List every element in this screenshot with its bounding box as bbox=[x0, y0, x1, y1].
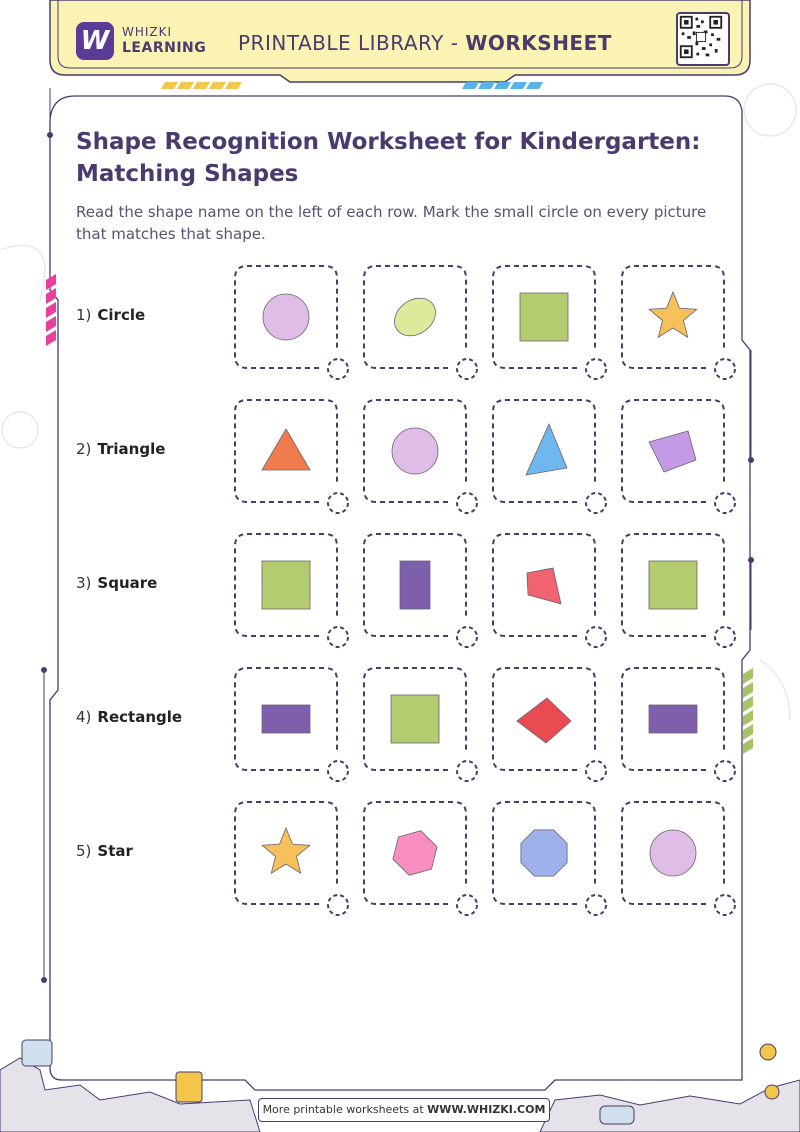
shape-card bbox=[364, 534, 466, 636]
shape-ellipse-icon bbox=[387, 290, 443, 343]
row-label-triangle bbox=[76, 440, 165, 458]
library-title-prefix: PRINTABLE LIBRARY - bbox=[238, 31, 466, 55]
shape-card bbox=[235, 534, 337, 636]
row-label-star bbox=[76, 842, 133, 860]
shape-quad-icon bbox=[649, 431, 696, 472]
shape-quad-small-icon bbox=[527, 568, 561, 604]
row-shape-name: Rectangle bbox=[97, 708, 183, 726]
answer-mark-circle[interactable] bbox=[328, 761, 348, 781]
shape-rhombus-icon bbox=[517, 698, 571, 743]
library-title bbox=[238, 31, 612, 55]
answer-mark-circle[interactable] bbox=[457, 359, 477, 379]
shape-card bbox=[493, 802, 595, 904]
shape-square-icon bbox=[391, 695, 439, 743]
row-number: 1) bbox=[76, 306, 92, 324]
answer-mark-circle[interactable] bbox=[457, 761, 477, 781]
qr-code bbox=[676, 12, 730, 66]
shape-card bbox=[235, 400, 337, 502]
shape-hexagon-icon bbox=[393, 831, 437, 876]
answer-mark-circle[interactable] bbox=[328, 493, 348, 513]
row-label-rectangle bbox=[76, 708, 182, 726]
row-shape-name: Square bbox=[97, 574, 158, 592]
shape-card bbox=[364, 668, 466, 770]
shape-card bbox=[235, 802, 337, 904]
shape-octagon-icon bbox=[521, 830, 567, 876]
brand-name-line2: LEARNING bbox=[122, 40, 207, 56]
row-shape-name: Star bbox=[97, 842, 133, 860]
answer-mark-circle[interactable] bbox=[586, 493, 606, 513]
row-shape-name: Circle bbox=[97, 306, 146, 324]
page-header bbox=[62, 0, 740, 76]
footer-banner bbox=[258, 1098, 550, 1122]
row-number: 3) bbox=[76, 574, 92, 592]
answer-mark-circle[interactable] bbox=[328, 895, 348, 915]
shape-triangle-tilted-icon bbox=[526, 424, 567, 475]
answer-mark-circle[interactable] bbox=[586, 627, 606, 647]
qr-code-pattern bbox=[678, 14, 724, 60]
shape-circle-icon bbox=[392, 428, 438, 474]
footer-text: More printable worksheets at bbox=[262, 1103, 428, 1116]
row-label-square bbox=[76, 574, 157, 592]
answer-mark-circle[interactable] bbox=[457, 493, 477, 513]
shape-card bbox=[622, 534, 724, 636]
worksheet-instructions: Read the shape name on the left of each row. Mark the small circle on every picture that matches that shape. bbox=[76, 203, 707, 243]
footer-url[interactable]: WWW.WHIZKI.COM bbox=[427, 1103, 546, 1116]
answer-mark-circle[interactable] bbox=[715, 359, 735, 379]
shape-circle-icon bbox=[650, 830, 696, 876]
answer-mark-circle[interactable] bbox=[715, 627, 735, 647]
shape-card bbox=[364, 802, 466, 904]
shape-square-icon bbox=[520, 293, 568, 341]
answer-mark-circle[interactable] bbox=[457, 627, 477, 647]
answer-mark-circle[interactable] bbox=[457, 895, 477, 915]
shape-triangle-icon bbox=[262, 429, 310, 470]
shape-card bbox=[493, 400, 595, 502]
answer-mark-circle[interactable] bbox=[715, 761, 735, 781]
row-number: 4) bbox=[76, 708, 92, 726]
shape-card bbox=[235, 266, 337, 368]
shape-star-icon bbox=[262, 828, 310, 873]
shape-card bbox=[622, 802, 724, 904]
shape-rect-wide-icon bbox=[649, 705, 697, 733]
shape-card bbox=[493, 668, 595, 770]
worksheet-title: Shape Recognition Worksheet for Kindergarten: Matching Shapes bbox=[76, 129, 701, 187]
shape-circle-icon bbox=[263, 294, 309, 340]
whizki-logo: W bbox=[76, 22, 114, 60]
shape-card bbox=[493, 266, 595, 368]
answer-mark-circle[interactable] bbox=[715, 493, 735, 513]
shape-square-icon bbox=[262, 561, 310, 609]
shape-star-icon bbox=[649, 292, 697, 337]
shape-card bbox=[235, 668, 337, 770]
shape-card bbox=[622, 266, 724, 368]
row-label-circle bbox=[76, 306, 145, 324]
answer-mark-circle[interactable] bbox=[586, 359, 606, 379]
answer-mark-circle[interactable] bbox=[586, 761, 606, 781]
row-shape-name: Triangle bbox=[97, 440, 166, 458]
shape-rect-tall-icon bbox=[400, 561, 430, 609]
shape-square-icon bbox=[649, 561, 697, 609]
brand-name-line1: WHIZKI bbox=[122, 25, 173, 39]
shape-card bbox=[622, 400, 724, 502]
answer-mark-circle[interactable] bbox=[328, 627, 348, 647]
library-title-bold: WORKSHEET bbox=[465, 31, 612, 55]
answer-mark-circle[interactable] bbox=[328, 359, 348, 379]
shape-card bbox=[364, 400, 466, 502]
answer-mark-circle[interactable] bbox=[586, 895, 606, 915]
row-number: 5) bbox=[76, 842, 92, 860]
answer-mark-circle[interactable] bbox=[715, 895, 735, 915]
shape-card bbox=[493, 534, 595, 636]
row-number: 2) bbox=[76, 440, 92, 458]
shape-card bbox=[364, 266, 466, 368]
shape-rect-wide-icon bbox=[262, 705, 310, 733]
shape-card bbox=[622, 668, 724, 770]
